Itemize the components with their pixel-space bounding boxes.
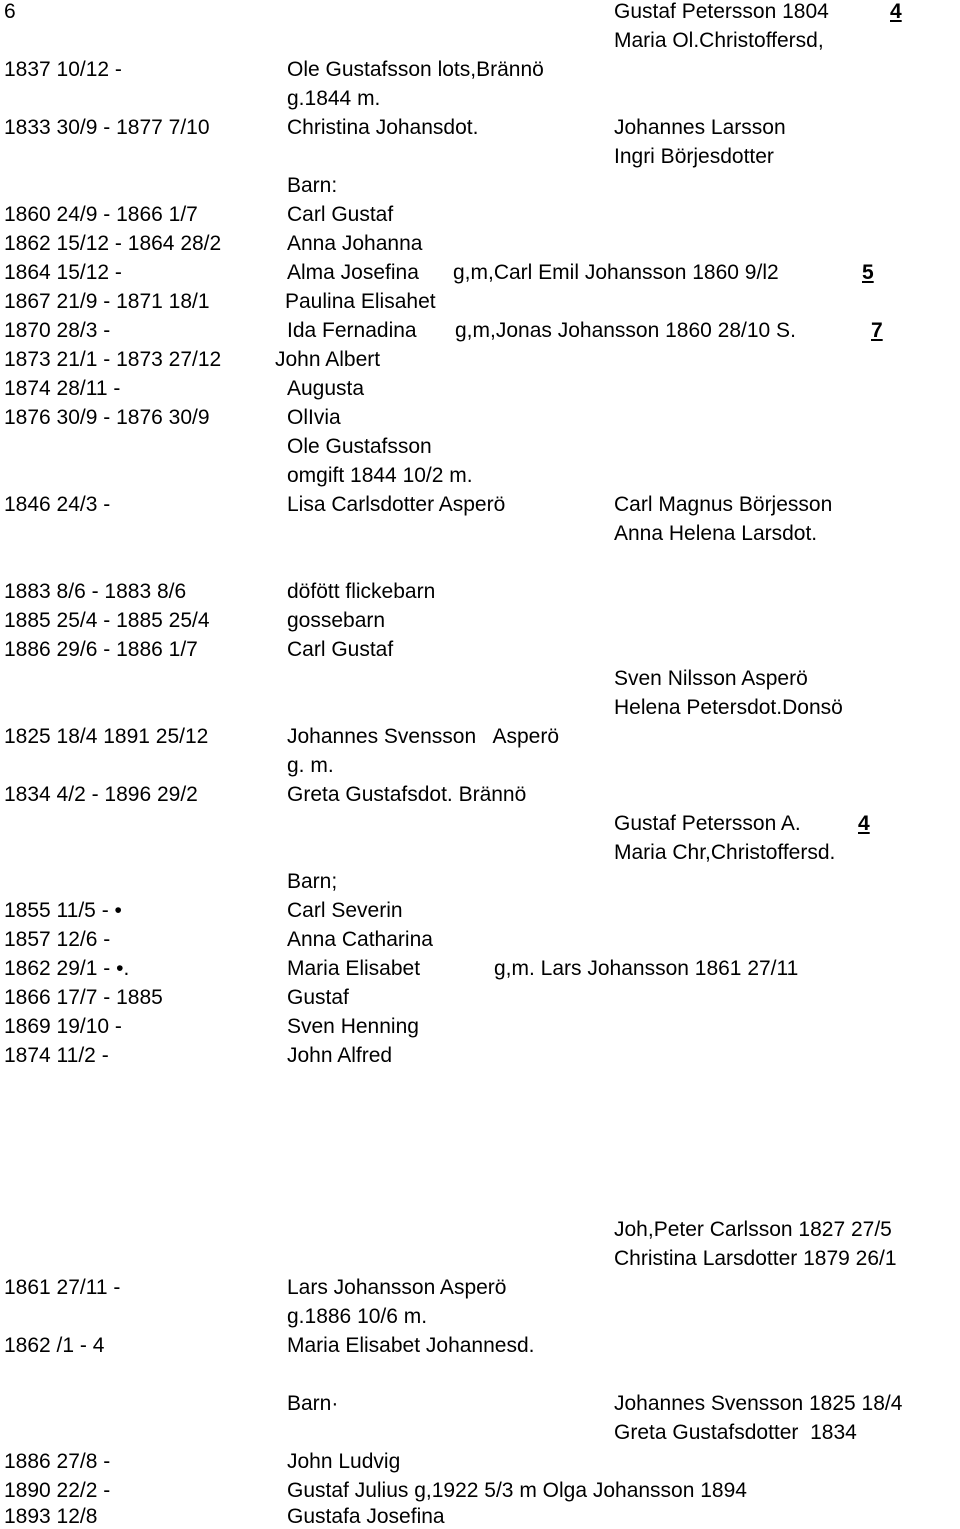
parent-father: Sven Nilsson Asperö — [614, 667, 808, 690]
wife-name: Lisa Carlsdotter Asperö — [287, 493, 506, 516]
child-name: Paulina Elisahet — [285, 290, 436, 313]
wife-name: Greta Gustafsdot. Brännö — [287, 783, 527, 806]
child-dates: 1890 22/2 - — [4, 1479, 111, 1502]
child-dates: 1860 24/9 - 1866 1/7 — [4, 203, 198, 226]
child-dates: 1886 29/6 - 1886 1/7 — [4, 638, 198, 661]
child-name: John Ludvig — [287, 1450, 401, 1473]
child-dates: 1862 29/1 - •. — [4, 957, 130, 980]
child-dates: 1883 8/6 - 1883 8/6 — [4, 580, 187, 603]
parent-mother: Helena Petersdot.Donsö — [614, 696, 843, 719]
page-number: 6 — [4, 0, 16, 23]
child-name: Anna Johanna — [287, 232, 423, 255]
wife-name: Christina Johansdot. — [287, 116, 479, 139]
husband-dates: 1837 10/12 - — [4, 58, 122, 81]
child-name: John Albert — [275, 348, 381, 371]
parent-father: Joh,Peter Carlsson 1827 27/5 — [614, 1218, 892, 1241]
child-name: Gustaf — [287, 986, 349, 1009]
ref-number: 7 — [871, 319, 883, 342]
parent-father: Johannes Svensson 1825 18/4 — [614, 1392, 903, 1415]
child-name: OlIvia — [287, 406, 341, 429]
wife-dates: 1862 /1 - 4 — [4, 1334, 105, 1357]
child-name: Alma Josefina — [287, 261, 419, 284]
wife-dates: 1834 4/2 - 1896 29/2 — [4, 783, 198, 806]
child-name: Maria Elisabet — [287, 957, 421, 980]
child-name: gossebarn — [287, 609, 386, 632]
child-name: Gustaf Julius g,1922 5/3 m Olga Johansson 1894 — [287, 1479, 747, 1502]
child-name: John Alfred — [287, 1044, 393, 1067]
wife-dates: 1833 30/9 - 1877 7/10 — [4, 116, 210, 139]
parent-mother: Christina Larsdotter 1879 26/1 — [614, 1247, 897, 1270]
child-name: Ida Fernadina — [287, 319, 417, 342]
ref-number: 4 — [890, 0, 902, 23]
marriage-note: omgift 1844 10/2 m. — [287, 464, 473, 487]
parent-mother: Maria Chr,Christoffersd. — [614, 841, 836, 864]
parent-father: Gustaf Petersson A. — [614, 812, 801, 835]
marriage-note: g.1886 10/6 m. — [287, 1305, 428, 1328]
child-dates: 1862 15/12 - 1864 28/2 — [4, 232, 222, 255]
child-marriage-note: g,m. Lars Johansson 1861 27/11 — [494, 957, 799, 980]
child-name: Carl Severin — [287, 899, 403, 922]
children-heading: Barn: — [287, 174, 338, 197]
parent-mother: Anna Helena Larsdot. — [614, 522, 818, 545]
wife-dates: 1846 24/3 - — [4, 493, 111, 516]
husband-dates: 1825 18/4 1891 25/12 — [4, 725, 209, 748]
child-dates: 1886 27/8 - — [4, 1450, 111, 1473]
husband-name: Lars Johansson Asperö — [287, 1276, 507, 1299]
child-name: Anna Catharina — [287, 928, 433, 951]
child-dates: 1876 30/9 - 1876 30/9 — [4, 406, 210, 429]
parent-father: Johannes Larsson — [614, 116, 786, 139]
child-name: Gustafa Josefina — [287, 1505, 445, 1528]
child-dates: 1870 28/3 - — [4, 319, 111, 342]
child-dates: 1893 12/8 — [4, 1505, 98, 1528]
parent-father: Gustaf Petersson 1804 — [614, 0, 829, 23]
child-dates: 1867 21/9 - 1871 18/1 — [4, 290, 210, 313]
child-name: Augusta — [287, 377, 365, 400]
child-dates: 1864 15/12 - — [4, 261, 122, 284]
parent-mother: Greta Gustafsdotter 1834 — [614, 1421, 857, 1444]
child-name: Sven Henning — [287, 1015, 419, 1038]
child-dates: 1857 12/6 - — [4, 928, 111, 951]
child-dates: 1855 11/5 - • — [4, 899, 122, 922]
child-dates: 1873 21/1 - 1873 27/12 — [4, 348, 222, 371]
husband-name: Ole Gustafsson — [287, 435, 432, 458]
child-dates: 1874 11/2 - — [4, 1044, 109, 1067]
children-heading: Barn; — [287, 870, 338, 893]
husband-name: Ole Gustafsson lots,Brännö — [287, 58, 544, 81]
child-dates: 1885 25/4 - 1885 25/4 — [4, 609, 210, 632]
child-dates: 1866 17/7 - 1885 — [4, 986, 163, 1009]
child-marriage-note: g,m,Jonas Johansson 1860 28/10 S. — [455, 319, 796, 342]
children-heading: Barn· — [287, 1392, 339, 1415]
parent-father: Carl Magnus Börjesson — [614, 493, 833, 516]
child-name: Carl Gustaf — [287, 203, 394, 226]
ref-number: 5 — [862, 261, 874, 284]
wife-name: Maria Elisabet Johannesd. — [287, 1334, 535, 1357]
husband-dates: 1861 27/11 - — [4, 1276, 121, 1299]
child-dates: 1874 28/11 - — [4, 377, 121, 400]
child-dates: 1869 19/10 - — [4, 1015, 122, 1038]
marriage-note: g.1844 m. — [287, 87, 381, 110]
husband-name: Johannes Svensson Asperö — [287, 725, 560, 748]
parent-mother: Ingri Börjesdotter — [614, 145, 774, 168]
child-marriage-note: g,m,Carl Emil Johansson 1860 9/l2 — [453, 261, 779, 284]
child-name: Carl Gustaf — [287, 638, 394, 661]
child-name: döfött flickebarn — [287, 580, 436, 603]
marriage-note: g. m. — [287, 754, 334, 777]
parent-mother: Maria Ol.Christoffersd, — [614, 29, 824, 52]
ref-number: 4 — [858, 812, 870, 835]
